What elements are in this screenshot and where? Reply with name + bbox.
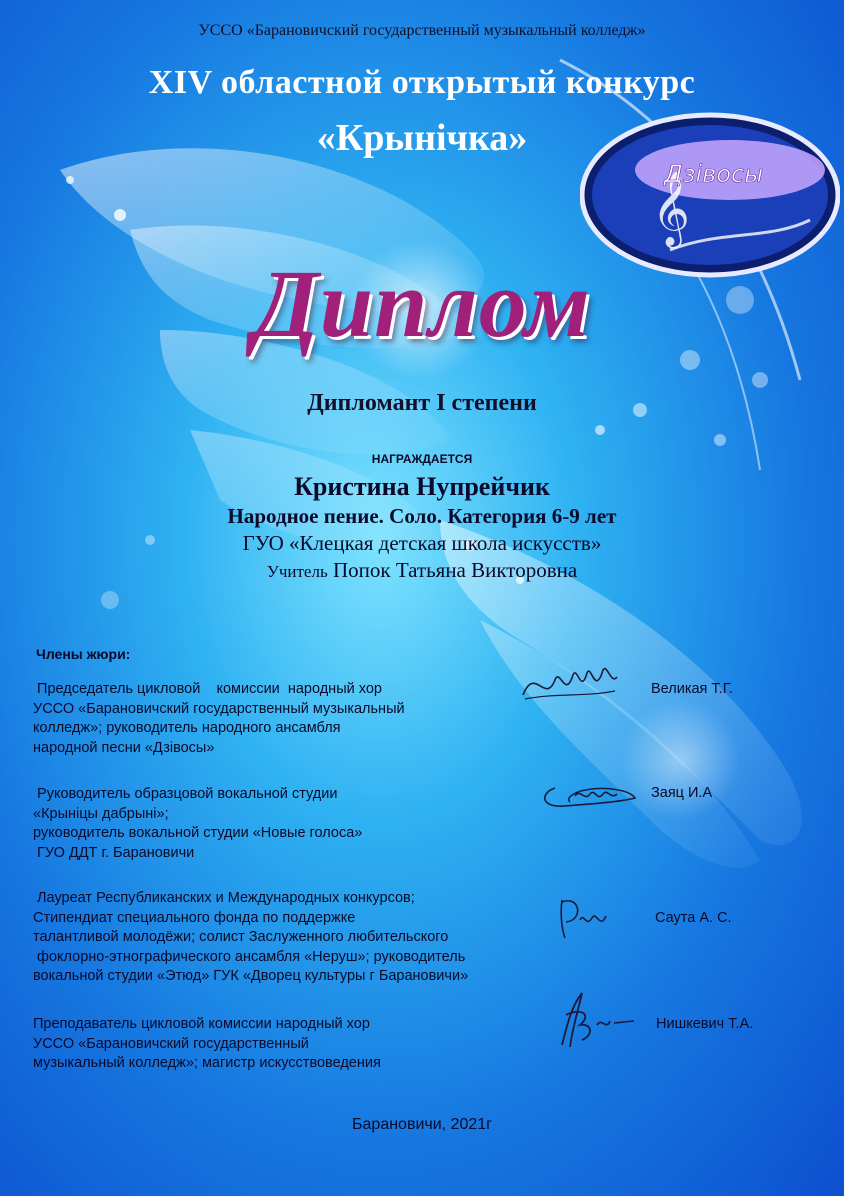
teacher-name: Попок Татьяна Викторовна: [332, 558, 578, 582]
jury-desc-line: руководитель вокальной студии «Новые голоса»: [33, 825, 363, 841]
jury-desc-line: УССО «Барановичский государственный музыкальный: [33, 700, 405, 717]
jury-desc-line: «Крыніцы дабрыні»;: [33, 805, 169, 822]
logo-text: Дзівосы: [664, 160, 764, 188]
jury-desc-line: Стипендиат специального фонда по поддержке: [33, 909, 356, 926]
jury-desc-line: УССО «Барановичский государственный: [33, 1035, 309, 1052]
jury-member-description: [33, 785, 362, 863]
jury-name: Заяц И.А: [651, 785, 713, 801]
jury-desc-line: ГУО ДДТ г. Барановичи: [33, 844, 195, 861]
jury-name: Саута А. С.: [655, 910, 732, 926]
jury-member-description: [33, 1015, 381, 1074]
diploma-heading: Диплом: [253, 250, 591, 357]
jury-desc-line: музыкальный колледж»; магистр искусствоведения: [33, 1055, 381, 1071]
jury-desc-line: Преподаватель цикловой комиссии народный хор: [33, 1016, 370, 1032]
signature-sauta: [550, 890, 630, 945]
jury-desc-line: Лауреат Республиканских и Международных конкурсов;: [33, 890, 415, 906]
signature-zayats: [535, 768, 645, 818]
jury-desc-line: Председатель цикловой комиссии народный хор: [33, 681, 382, 697]
school-line: ГУО «Клецкая детская школа искусств»: [242, 531, 602, 555]
jury-member-description: [33, 680, 405, 758]
jury-label: Члены жюри:: [36, 646, 131, 662]
jury-desc-line: фоклорно-этнографического ансамбля «Неруш»; руководитель: [33, 948, 466, 965]
degree-title: Дипломант I степени: [307, 390, 537, 416]
contest-title: XIV областной открытый конкурс: [148, 64, 696, 101]
contest-name: «Крынічка»: [316, 117, 528, 159]
college-line: УССО «Барановичский государственный музыкальный колледж»: [198, 22, 646, 39]
jury-desc-line: колледж»; руководитель народного ансамбля: [33, 720, 341, 736]
jury-desc-line: Руководитель образцовой вокальной студии: [33, 786, 338, 802]
category-line: Народное пение. Соло. Категория 6-9 лет: [227, 504, 617, 528]
recipient-name: Кристина Нупрейчик: [294, 472, 550, 501]
signature-nishkevich: [552, 985, 642, 1055]
jury-name: Нишкевич Т.А.: [656, 1016, 754, 1032]
jury-member-description: [33, 889, 468, 987]
jury-desc-line: вокальной студии «Этюд» ГУК «Дворец культуры г Барановичи»: [33, 968, 469, 984]
place-date: Барановичи, 2021г: [352, 1116, 492, 1133]
teacher-label: Учитель: [266, 562, 328, 581]
awarded-label: НАГРАЖДАЕТСЯ: [371, 452, 473, 466]
signature-velikaya: [515, 655, 625, 715]
teacher-line: [0, 558, 844, 583]
jury-desc-line: талантливой молодёжи; солист Заслуженного любительского: [33, 929, 449, 945]
jury-name: Великая Т.Г.: [651, 681, 733, 697]
treble-clef-icon: 𝄞: [652, 172, 690, 246]
jury-desc-line: народной песни «Дзівосы»: [33, 739, 215, 756]
